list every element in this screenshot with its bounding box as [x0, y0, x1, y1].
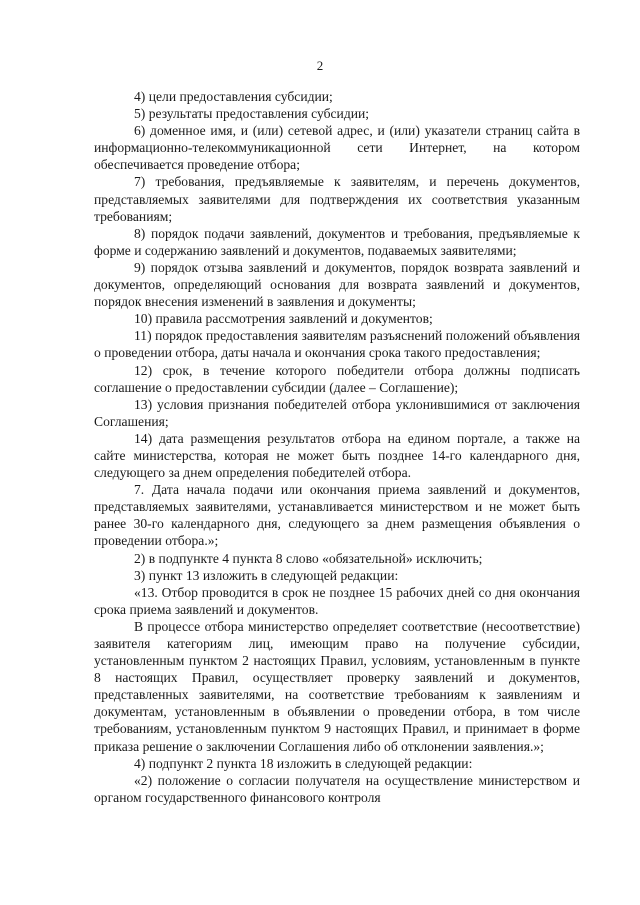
paragraph-item-14-results-date: 14) дата размещения результатов отбора на едином портале, а также на сайте министерства, которая не может быть позднее 14-го календарного дня, следующего за днем определения победителей отбора.: [94, 430, 580, 481]
paragraph-selection-process: В процессе отбора министерство определяет соответствие (несоответствие) заявителя категориям лиц, имеющим право на получение субсидии, установленным пунктом 2 настоящих Правил, условиям, установленным в пункте 8 настоящих Правил, осуществляет проверку заявлений и документов, представленных заявителями, на соответствие требованиям к заявлениям и документам, установленным в объявлении о проведении отбора, в том числе требованиям, установленным пунктом 9 настоящих Правил, и принимает в форме приказа решение о заключении Соглашения либо об отклонении заявления.»;: [94, 618, 580, 754]
paragraph-item-8-submission: 8) порядок подачи заявлений, документов и требования, предъявляемые к форме и содержанию заявлений и документов, подаваемых заявителями;: [94, 225, 580, 258]
paragraph-item-12-deadline: 12) срок, в течение которого победители отбора должны подписать соглашение о предоставлении субсидии (далее – Соглашение);: [94, 362, 580, 395]
paragraph-amendment-3: 3) пункт 13 изложить в следующей редакции:: [134, 567, 399, 583]
page-number: 2: [316, 58, 324, 73]
paragraph-subitem-2: «2) положение о согласии получателя на осуществление министерством и органом государственного финансового контроля: [94, 772, 580, 805]
document-body: [94, 88, 580, 806]
paragraph-clause-7: 7. Дата начала подачи или окончания приема заявлений и документов, представляемых заявителями, устанавливается министерством и не может быть ранее 30-го календарного дня, следующего за днем размещения объявления о проведении отбора.»;: [94, 482, 580, 549]
paragraph-amendment-2: 2) в подпункте 4 пункта 8 слово «обязательной» исключить;: [134, 550, 483, 566]
paragraph-item-5-results: 5) результаты предоставления субсидии;: [134, 106, 370, 122]
paragraph-item-11-clarifications: 11) порядок предоставления заявителям разъяснений положений объявления о проведении отбора, даты начала и окончания срока такого предоставления;: [94, 328, 580, 361]
paragraph-item-7-requirements: 7) требования, предъявляемые к заявителям, и перечень документов, представляемых заявителями для подтверждения их соответствия указанным требованиям;: [94, 174, 580, 224]
paragraph-item-13-conditions: 13) условия признания победителей отбора уклонившимися от заключения Соглашения;: [94, 396, 580, 429]
paragraph-amendment-4: 4) подпункт 2 пункта 18 изложить в следующей редакции:: [134, 755, 473, 771]
paragraph-item-6-domain: 6) доменное имя, и (или) сетевой адрес, и (или) указатели страниц сайта в информационно-телекоммуникационной сети Интернет, на котором обеспечивается проведение отбора;: [94, 123, 580, 173]
paragraph-item-10-rules: 10) правила рассмотрения заявлений и документов;: [134, 311, 433, 327]
paragraph-clause-13: «13. Отбор проводится в срок не позднее 15 рабочих дней со дня окончания срока приема заявлений и документов.: [94, 584, 580, 617]
paragraph-item-4-goals: 4) цели предоставления субсидии;: [134, 89, 333, 104]
paragraph-item-9-withdrawal: 9) порядок отзыва заявлений и документов, порядок возврата заявлений и документов, определяющий основания для возврата заявлений и документов, порядок внесения изменений в заявления и документы;: [94, 259, 580, 310]
